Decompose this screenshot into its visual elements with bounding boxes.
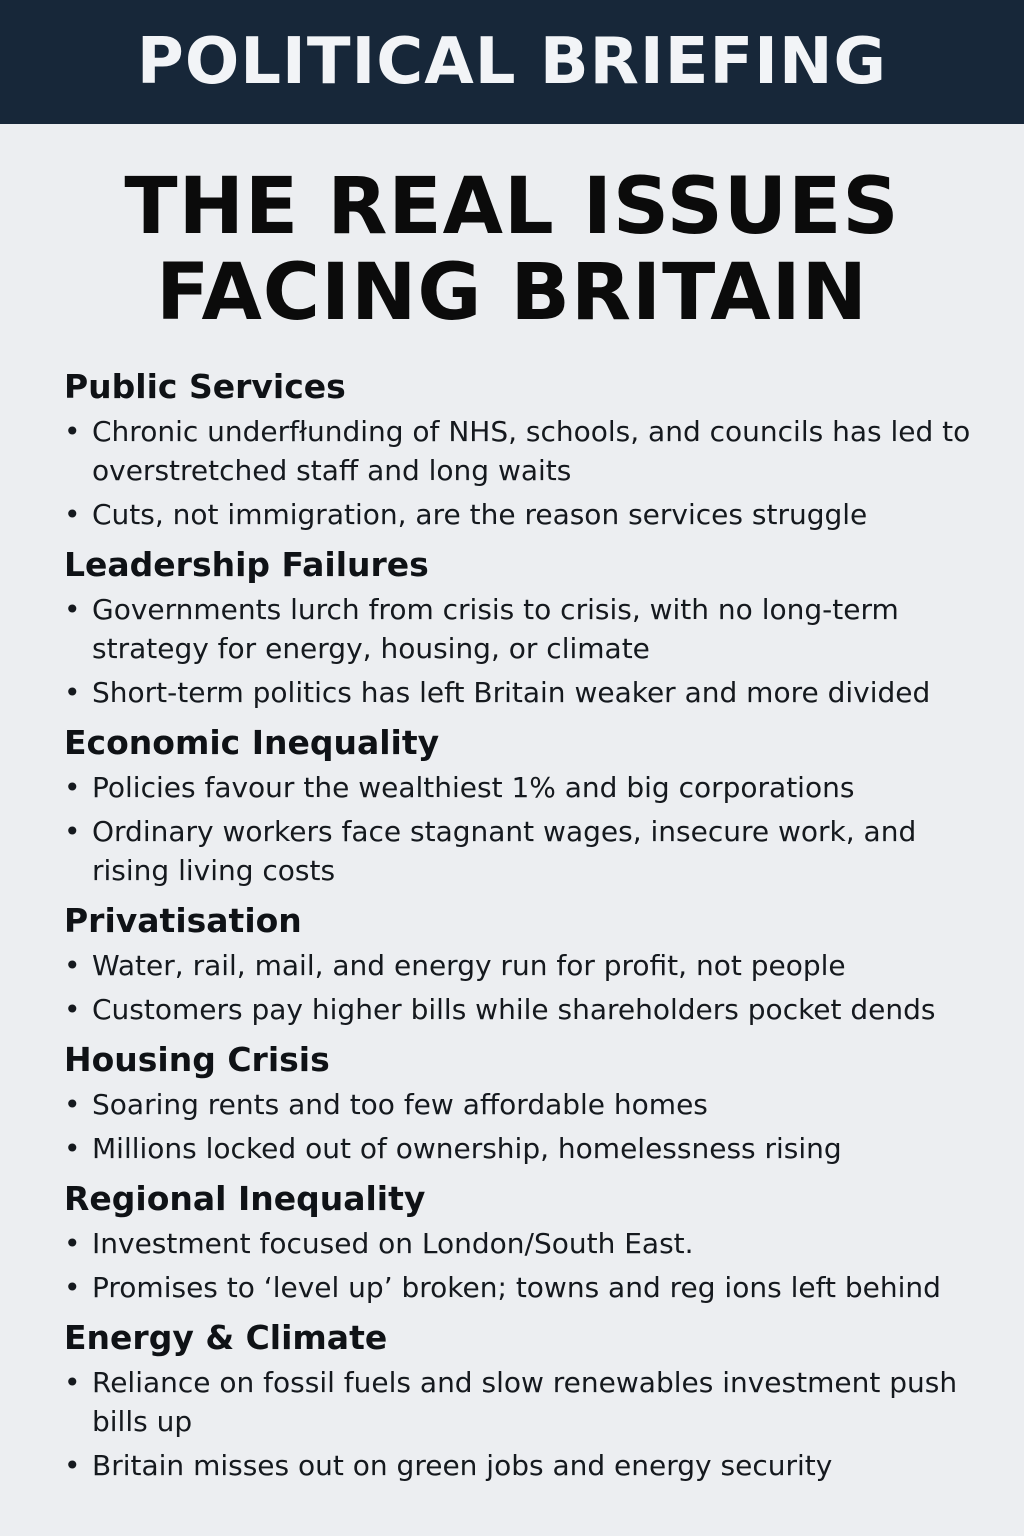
headline-line-1: THE REAL ISSUES (124, 162, 900, 252)
section-heading: Energy & Climate (64, 1318, 388, 1357)
bullet-list (64, 1085, 984, 1168)
bullet-item (64, 495, 984, 534)
bullet-item (64, 1224, 984, 1263)
bullet-item (64, 1363, 984, 1441)
issue-section (64, 1039, 984, 1168)
bullet-list (64, 1363, 984, 1485)
section-heading: Housing Crisis (64, 1040, 330, 1079)
bullet-item (64, 768, 984, 807)
bullet-item (64, 1446, 984, 1485)
bullet-text: Reliance on fossil fuels and slow renewables investment push bills up (92, 1366, 958, 1438)
bullet-text: Promises to ‘level up’ broken; towns and reg ions left behind (92, 1271, 941, 1304)
bullet-text: Policies favour the wealthiest 1% and big corporations (92, 771, 855, 804)
bullet-point-icon: • (64, 676, 81, 709)
bullet-item (64, 412, 984, 490)
bullet-point-icon: • (64, 415, 81, 448)
bullet-item (64, 990, 984, 1029)
bullet-text: Britain misses out on green jobs and energy security (92, 1449, 833, 1482)
issue-section (64, 1178, 984, 1307)
bullet-text: Customers pay higher bills while shareholders pocket dends (92, 993, 936, 1026)
bullet-list (64, 1224, 984, 1307)
bullet-text: Governments lurch from crisis to crisis, with no long-term strategy for energy, housing, or climate (92, 593, 899, 665)
bullet-text: Cuts, not immigration, are the reason services struggle (92, 498, 868, 531)
bullet-item (64, 812, 984, 890)
bullet-text: Soaring rents and too few affordable homes (92, 1088, 708, 1121)
section-heading: Privatisation (64, 901, 302, 940)
bullet-item (64, 673, 984, 712)
bullet-item (64, 1085, 984, 1124)
bullet-list (64, 946, 984, 1029)
bullet-text: Millions locked out of ownership, homelessness rising (92, 1132, 842, 1165)
bullet-text: Ordinary workers face stagnant wages, insecure work, and rising living costs (92, 815, 917, 887)
bullet-item (64, 946, 984, 985)
bullet-list (64, 412, 984, 534)
bullet-text: Chronic underfłunding of NHS, schools, and councils has led to overstretched staff and long waits (92, 415, 971, 487)
issue-section (64, 544, 984, 712)
header-title: POLITICAL BRIEFING (136, 25, 888, 99)
bullet-list (64, 768, 984, 890)
issue-section (64, 722, 984, 890)
bullet-text: Short-term politics has left Britain weaker and more divided (92, 676, 931, 709)
bullet-point-icon: • (64, 1366, 81, 1399)
bullet-point-icon: • (64, 1088, 81, 1121)
section-heading: Economic Inequality (64, 723, 440, 762)
bullet-point-icon: • (64, 498, 81, 531)
headline (0, 164, 1024, 336)
bullet-item (64, 1268, 984, 1307)
issue-section (64, 900, 984, 1029)
section-heading: Public Services (64, 367, 346, 406)
bullet-point-icon: • (64, 949, 81, 982)
bullet-list (64, 590, 984, 712)
bullet-point-icon: • (64, 993, 81, 1026)
bullet-point-icon: • (64, 1227, 81, 1260)
issue-section (64, 1317, 984, 1485)
section-heading: Leadership Failures (64, 545, 429, 584)
section-heading: Regional Inequality (64, 1179, 426, 1218)
issue-section (64, 366, 984, 534)
bullet-point-icon: • (64, 1132, 81, 1165)
bullet-text: Investment focused on London/South East. (92, 1227, 694, 1260)
bullet-point-icon: • (64, 771, 81, 804)
headline-line-2: FACING BRITAIN (156, 248, 868, 338)
bullet-point-icon: • (64, 1449, 81, 1482)
bullet-text: Water, rail, mail, and energy run for profit, not people (92, 949, 846, 982)
bullet-item (64, 590, 984, 668)
header-bar (0, 0, 1024, 124)
bullet-point-icon: • (64, 815, 81, 848)
issues-list (64, 366, 984, 1495)
bullet-point-icon: • (64, 1271, 81, 1304)
bullet-item (64, 1129, 984, 1168)
bullet-point-icon: • (64, 593, 81, 626)
